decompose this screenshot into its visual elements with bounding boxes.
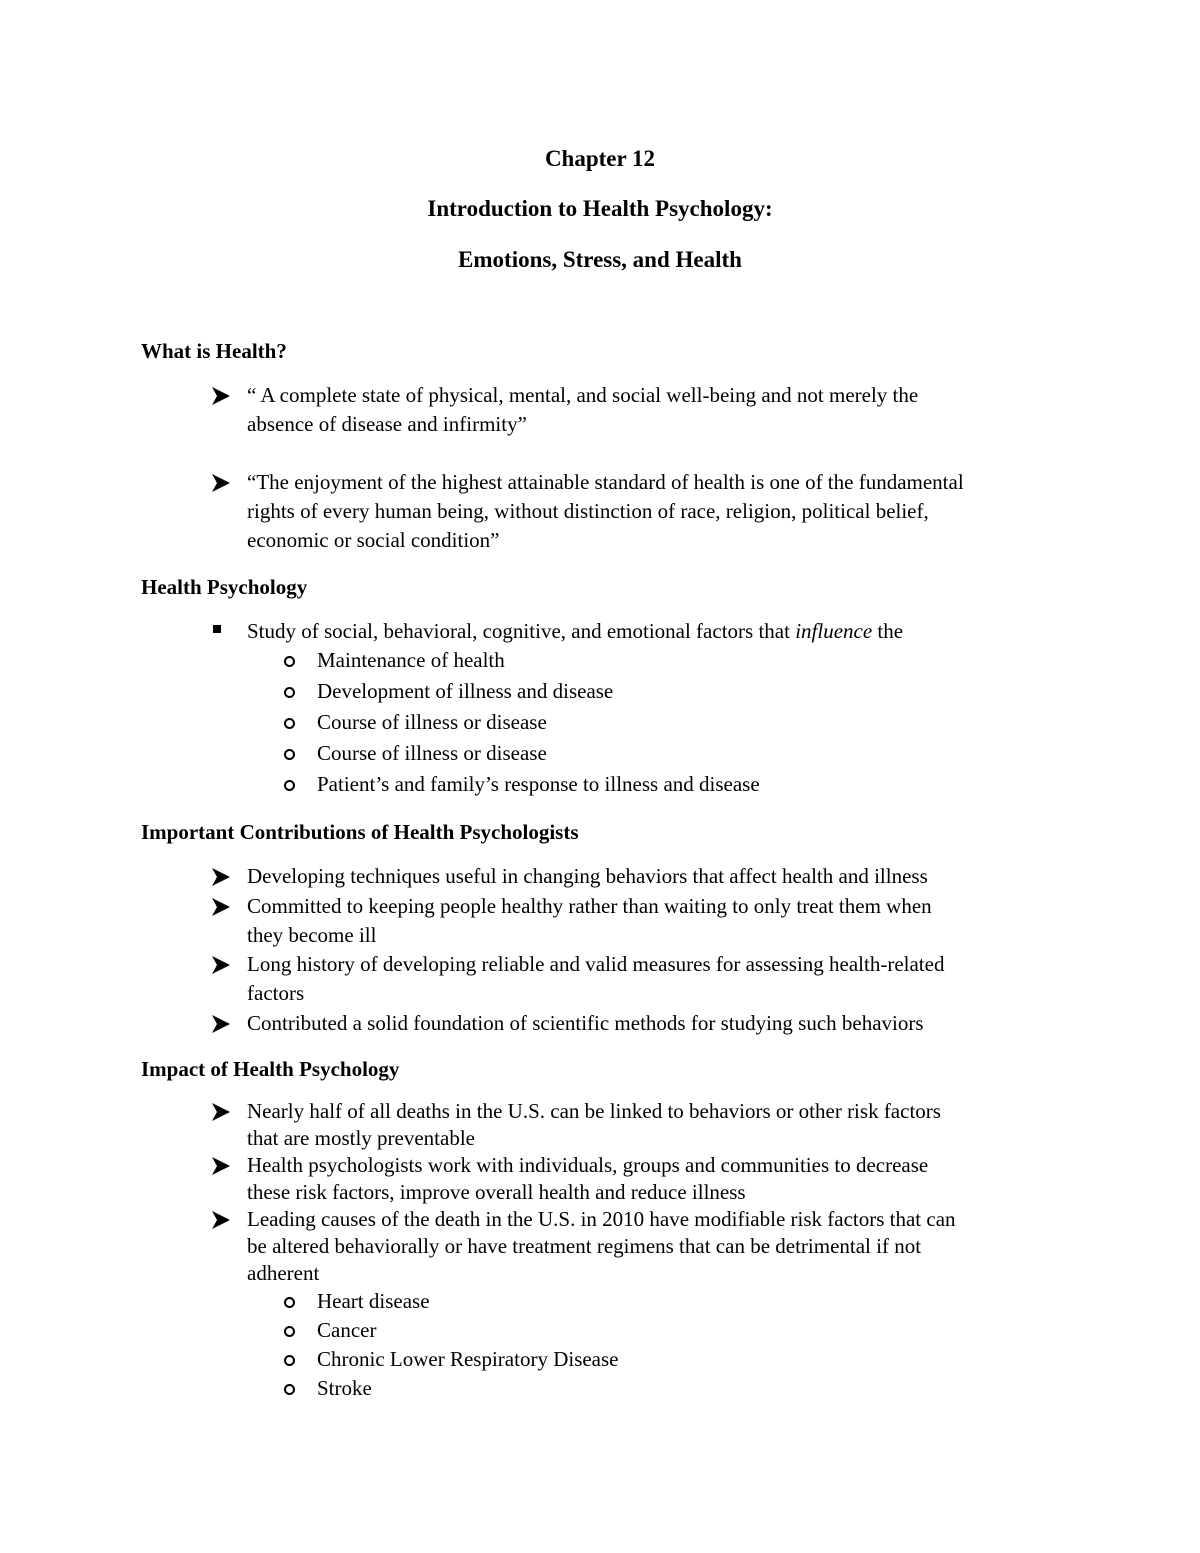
list-item-line: economic or social condition” — [247, 528, 500, 552]
square-bullet-icon — [213, 625, 221, 633]
list-item — [247, 1009, 1067, 1038]
circle-bullet-icon — [284, 780, 295, 791]
circle-bullet-icon — [284, 1326, 295, 1337]
arrow-bullet-icon — [211, 897, 231, 917]
arrow-bullet-icon — [211, 867, 231, 887]
list-item-line: they become ill — [247, 923, 377, 947]
sub-list-item: Heart disease — [317, 1289, 430, 1313]
list-item-line: absence of disease and infirmity” — [247, 412, 527, 436]
arrow-bullet-icon — [211, 473, 231, 493]
sub-list-item: Course of illness or disease — [317, 741, 547, 765]
list-item-line: be altered behaviorally or have treatment regimens that can be detrimental if not — [247, 1234, 922, 1258]
document-subtitle: Emotions, Stress, and Health — [458, 247, 742, 272]
list-item-text: the — [872, 619, 904, 643]
sub-list-item: Cancer — [317, 1318, 377, 1342]
arrow-bullet-icon — [211, 1102, 231, 1122]
sub-list-item: Patient’s and family’s response to illness and disease — [317, 772, 760, 796]
arrow-bullet-icon — [211, 955, 231, 975]
list-item — [247, 1206, 1067, 1287]
list-item — [247, 892, 1067, 950]
circle-bullet-icon — [284, 1355, 295, 1366]
circle-bullet-icon — [284, 687, 295, 698]
arrow-bullet-icon — [211, 1210, 231, 1230]
emphasized-text: influence — [795, 619, 873, 643]
list-item-line: “The enjoyment of the highest attainable standard of health is one of the fundamental — [247, 470, 964, 494]
list-item-line: Developing techniques useful in changing behaviors that affect health and illness — [247, 864, 928, 888]
list-item-line: Nearly half of all deaths in the U.S. can be linked to behaviors or other risk factors — [247, 1099, 941, 1123]
arrow-bullet-icon — [211, 1014, 231, 1034]
list-item-line: that are mostly preventable — [247, 1126, 475, 1150]
heading-impact: Impact of Health Psychology — [141, 1057, 400, 1081]
list-item-line: these risk factors, improve overall health and reduce illness — [247, 1180, 746, 1204]
list-item-line: Leading causes of the death in the U.S. in 2010 have modifiable risk factors that can — [247, 1207, 956, 1231]
circle-bullet-icon — [284, 718, 295, 729]
list-item-line: Long history of developing reliable and valid measures for assessing health-related — [247, 952, 945, 976]
chapter-title: Chapter 12 — [544, 146, 656, 171]
list-item — [247, 1152, 1067, 1206]
heading-contributions: Important Contributions of Health Psychologists — [141, 820, 579, 844]
sub-list-item: Course of illness or disease — [317, 710, 547, 734]
list-item-line: factors — [247, 981, 305, 1005]
list-item-line: adherent — [247, 1261, 320, 1285]
list-item — [247, 617, 1067, 646]
circle-bullet-icon — [284, 749, 295, 760]
heading-health-psychology: Health Psychology — [141, 575, 308, 599]
list-item — [247, 468, 1067, 555]
sub-list-item: Development of illness and disease — [317, 679, 614, 703]
list-item — [247, 381, 1067, 439]
list-item-line: rights of every human being, without distinction of race, religion, political belief, — [247, 499, 929, 523]
document-title: Introduction to Health Psychology: — [427, 196, 773, 221]
list-item-line: Contributed a solid foundation of scientific methods for studying such behaviors — [247, 1011, 924, 1035]
arrow-bullet-icon — [211, 1156, 231, 1176]
circle-bullet-icon — [284, 1384, 295, 1395]
heading-what-is-health: What is Health? — [141, 339, 287, 363]
list-item — [247, 950, 1067, 1008]
list-item-line: Committed to keeping people healthy rather than waiting to only treat them when — [247, 894, 932, 918]
circle-bullet-icon — [284, 656, 295, 667]
list-item-line: Health psychologists work with individuals, groups and communities to decrease — [247, 1153, 929, 1177]
list-item-text: Study of social, behavioral, cognitive, and emotional factors that — [247, 619, 796, 643]
list-item-line: “ A complete state of physical, mental, and social well-being and not merely the — [247, 383, 919, 407]
arrow-bullet-icon — [211, 386, 231, 406]
sub-list-item: Chronic Lower Respiratory Disease — [317, 1347, 619, 1371]
sub-list-item: Maintenance of health — [317, 648, 505, 672]
sub-list-item: Stroke — [317, 1376, 372, 1400]
circle-bullet-icon — [284, 1297, 295, 1308]
list-item — [247, 862, 1067, 891]
list-item — [247, 1098, 1067, 1152]
